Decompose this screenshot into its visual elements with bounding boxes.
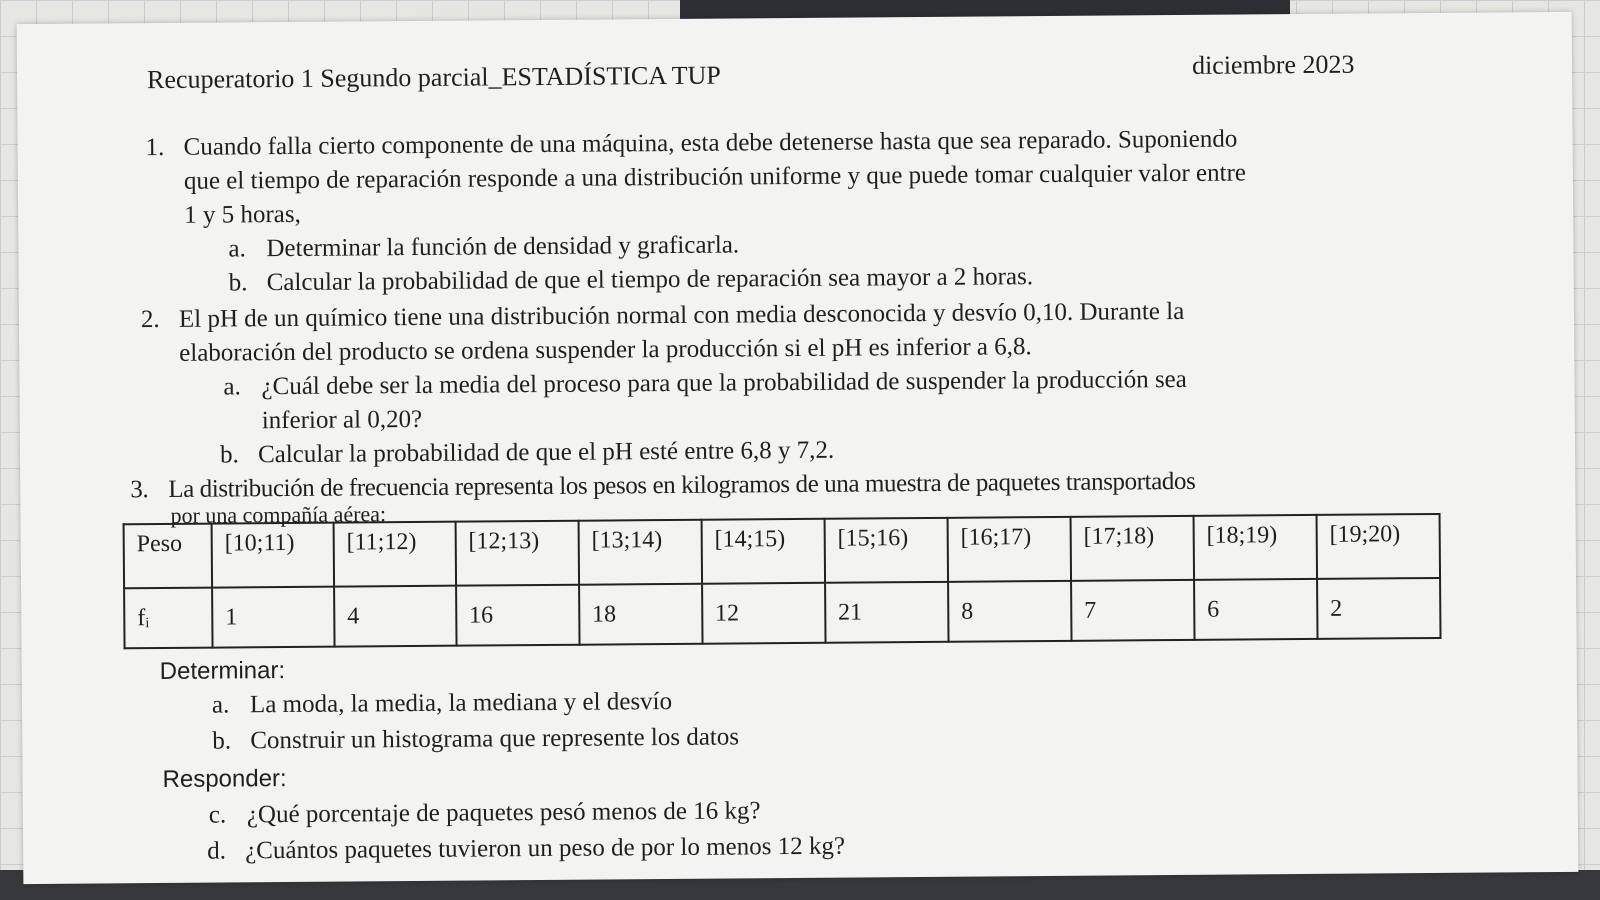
q1-b-label: b. xyxy=(228,269,248,297)
interval-cell: [19;20) xyxy=(1316,514,1440,579)
table-row-frequencies xyxy=(124,578,1440,648)
q1-a-text: Determinar la función de densidad y graficarla. xyxy=(266,231,740,263)
exam-title: Recuperatorio 1 Segundo parcial_ESTADÍSTICA TUP xyxy=(146,60,721,95)
q2-b-text: Calcular la probabilidad de que el pH esté entre 6,8 y 7,2. xyxy=(257,436,835,469)
frequency-table xyxy=(123,513,1442,649)
q3-text-line1: La distribución de frecuencia representa los pesos en kilogramos de una muestra de paquetes transportados xyxy=(168,467,1196,503)
frequency-cell: 16 xyxy=(456,585,579,646)
interval-cell: [17;18) xyxy=(1070,516,1194,581)
q2-text-line2: elaboración del producto se ordena suspender la producción si el pH es inferior a 6,8. xyxy=(179,333,1032,367)
q2-a-text1: ¿Cuál debe ser la media del proceso para que la probabilidad de suspender la producción sea xyxy=(261,365,1187,401)
q3-item-b xyxy=(212,722,739,756)
frequency-cell: 2 xyxy=(1317,578,1441,639)
q3-a-text: La moda, la media, la mediana y el desvío xyxy=(249,687,673,719)
responder-heading: Responder: xyxy=(162,765,287,793)
q2-line1 xyxy=(141,297,1185,335)
exam-date: diciembre 2023 xyxy=(1191,49,1355,80)
q3-item-a xyxy=(212,687,672,721)
table-header-fi: fᵢ xyxy=(124,588,212,649)
exam-sheet xyxy=(17,12,1579,884)
interval-cell: [16;17) xyxy=(947,517,1071,582)
q3-text-line2: por una compañía aérea: xyxy=(170,501,387,528)
q1-b-text: Calcular la probabilidad de que el tiempo de reparación sea mayor a 2 horas. xyxy=(266,263,1034,297)
q3-d-text: ¿Cuántos paquetes tuvieron un peso de por lo menos 12 kg? xyxy=(245,832,846,865)
q2-a-label: a. xyxy=(223,373,241,401)
frequency-cell: 6 xyxy=(1194,579,1317,640)
q3-item-d xyxy=(207,832,845,867)
interval-cell: [13;14) xyxy=(578,520,702,585)
q2-item-b xyxy=(220,436,834,471)
table-row-weights xyxy=(124,514,1440,588)
q1-a-label: a. xyxy=(228,235,246,263)
interval-cell: [12;13) xyxy=(455,521,579,586)
frequency-cell: 4 xyxy=(334,586,456,647)
q3-d-label: d. xyxy=(207,837,227,865)
q2-item-a xyxy=(223,365,1187,403)
interval-cell: [18;19) xyxy=(1193,515,1317,580)
q1-text-line1: Cuando falla cierto componente de una máquina, esta debe detenerse hasta que sea reparado. Suponiendo xyxy=(183,125,1238,161)
q2-b-label: b. xyxy=(219,441,239,469)
q2-a-text2: inferior al 0,20? xyxy=(261,405,423,435)
q3-number: 3. xyxy=(130,476,149,504)
q3-item-c xyxy=(209,796,761,830)
q3-c-text: ¿Qué porcentaje de paquetes pesó menos de 16 kg? xyxy=(246,797,761,829)
determinar-heading: Determinar: xyxy=(159,657,286,686)
frequency-cell: 8 xyxy=(948,581,1071,642)
frequency-cell: 1 xyxy=(212,587,334,648)
q1-item-b xyxy=(229,262,1034,298)
q2-number: 2. xyxy=(140,306,160,334)
q3-a-label: a. xyxy=(211,691,230,719)
q1-text-line3: 1 y 5 horas, xyxy=(184,200,301,229)
q2-text-line1: El pH de un químico tiene una distribución normal con media desconocida y desvío 0,10. Durante la xyxy=(178,297,1185,333)
frequency-cell: 21 xyxy=(825,582,948,643)
q1-text-line2: que el tiempo de reparación responde a una distribución uniforme y que puede tomar cualquier valor entre xyxy=(183,159,1247,195)
frequency-cell: 7 xyxy=(1071,580,1194,641)
q3-b-label: b. xyxy=(212,727,232,755)
q1-line1 xyxy=(146,125,1238,164)
table-header-peso: Peso xyxy=(124,524,212,589)
frequency-cell: 18 xyxy=(579,584,702,645)
interval-cell: [14;15) xyxy=(701,519,825,584)
q1-number: 1. xyxy=(145,133,165,162)
interval-cell: [11;12) xyxy=(333,522,455,587)
frequency-cell: 12 xyxy=(702,583,825,644)
interval-cell: [10;11) xyxy=(212,523,334,588)
q1-item-a xyxy=(228,230,739,264)
interval-cell: [15;16) xyxy=(824,518,948,583)
q3-b-text: Construir un histograma que represente los datos xyxy=(250,723,740,755)
q3-c-label: c. xyxy=(208,801,227,829)
